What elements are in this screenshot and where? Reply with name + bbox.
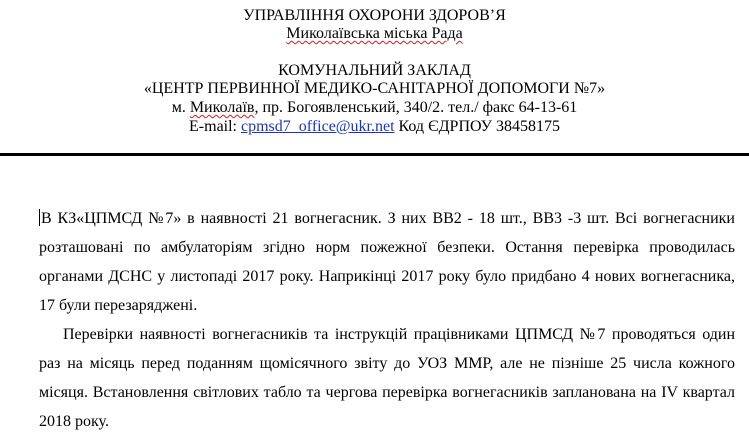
contact-line [0,117,749,136]
email-link[interactable]: cpmsd7_office@ukr.net [241,118,395,135]
edrpou-code: Код ЄДРПОУ 38458175 [394,118,560,135]
document-body[interactable] [39,204,735,436]
city-council-text: Миколаївська міська Рада [286,25,463,42]
address-line [0,98,749,117]
address-prefix: м. [171,99,190,116]
paragraph-2: Перевірки наявності вогнегасників та інструкцій працівниками ЦПМСД №7 проводяться один раз на місяць перед поданням щомісячного звіту до УОЗ ММР, але не пізніше 25 числа кожного місяця. Встановлення світлових табло та чергова перевірка вогнегасників запланована на IV квартал 2018 року. [39,326,735,430]
city-council-line [0,24,749,43]
header-divider [0,153,749,156]
address-city: Миколаїв [189,99,255,116]
institution-name: «ЦЕНТР ПЕРВИННОЇ МЕДИКО-САНІТАРНОЇ ДОПОМОГИ №7» [143,80,606,97]
paragraph-1-rest: КЗ«ЦПМСД №7» в наявності 21 вогнегасник. З них ВВ2 - 18 шт., ВВ3 -3 шт. Всі вогнегасники розташовані по амбулаторіям згідно норм пожежної безпеки. Остання перевірка проводилась органами ДСНС у листопаді 2017 року. Наприкінці 2017 року було придбано 4 нових вогнегасника, 17 були перезаряджені. [39,210,735,314]
department-title: УПРАВЛІННЯ ОХОРОНИ ЗДОРОВ’Я [243,7,506,24]
paragraph-1-start: В [41,210,52,227]
address-rest: , пр. Богоявленський, 340/2. тел./ факс 64-13-61 [254,99,578,116]
institution-type: КОМУНАЛЬНИЙ ЗАКЛАД [278,62,471,79]
text-cursor [39,209,40,226]
email-label: E-mail: [189,118,241,135]
paragraph-1 [39,204,735,320]
